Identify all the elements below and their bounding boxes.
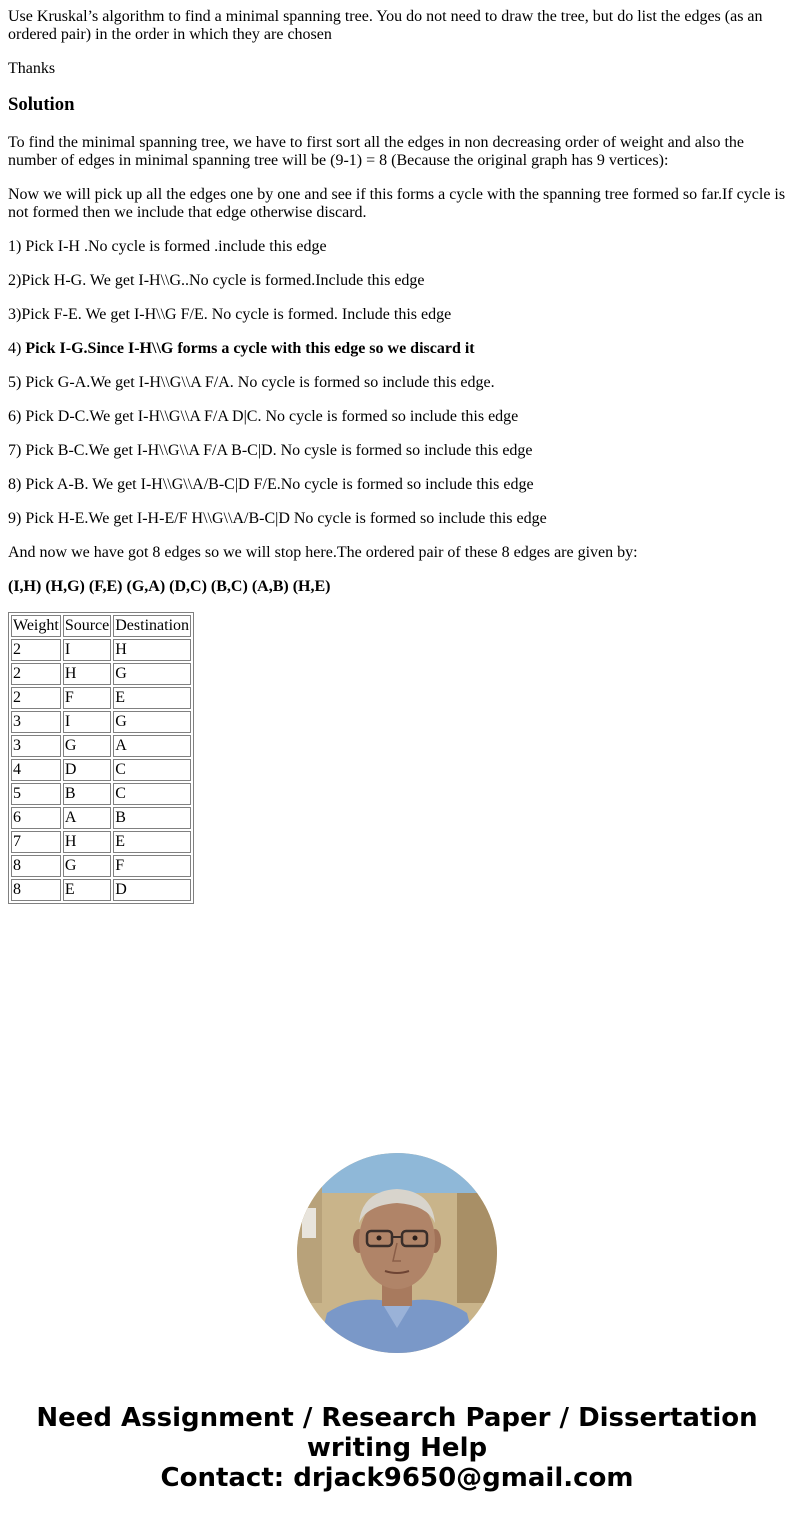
cell-source: G xyxy=(63,855,111,877)
question-thanks: Thanks xyxy=(8,60,56,77)
cell-destination: C xyxy=(113,783,191,805)
cell-destination: H xyxy=(113,639,191,661)
cell-weight: 2 xyxy=(11,687,61,709)
table-row xyxy=(11,855,191,877)
step-3: 3)Pick F-E. We get I-H\\G F/E. No cycle is formed. Include this edge xyxy=(8,306,452,323)
footer-line-1: Need Assignment / Research Paper / Dissertation xyxy=(36,1403,758,1433)
author-portrait xyxy=(297,1153,497,1353)
cell-weight: 4 xyxy=(11,759,61,781)
cell-source: D xyxy=(63,759,111,781)
cell-source: B xyxy=(63,783,111,805)
solution-conclusion: And now we have got 8 edges so we will stop here.The ordered pair of these 8 edges are given by: xyxy=(8,544,638,561)
cell-destination: E xyxy=(113,687,191,709)
step-7: 7) Pick B-C.We get I-H\\G\\A F/A B-C|D. No cysle is formed so include this edge xyxy=(8,442,533,459)
header-source: Source xyxy=(63,615,111,637)
cell-destination: A xyxy=(113,735,191,757)
table-header-row xyxy=(11,615,191,637)
solution-answer xyxy=(8,578,786,596)
cell-weight: 2 xyxy=(11,663,61,685)
cell-weight: 8 xyxy=(11,879,61,901)
author-avatar xyxy=(297,1153,497,1353)
table-row xyxy=(11,759,191,781)
table-row xyxy=(11,783,191,805)
step-4 xyxy=(8,340,786,358)
step-4-number: 4) xyxy=(8,340,26,357)
question-prompt: Use Kruskal’s algorithm to find a minimal spanning tree. You do not need to draw the tree, but do list the edges (as an ordered pair) in the order in which they are chosen xyxy=(8,8,763,43)
cell-destination: E xyxy=(113,831,191,853)
cell-weight: 3 xyxy=(11,711,61,733)
cell-source: E xyxy=(63,879,111,901)
answer-edges: (I,H) (H,G) (F,E) (G,A) (D,C) (B,C) (A,B) (H,E) xyxy=(8,578,331,595)
cell-destination: F xyxy=(113,855,191,877)
cell-destination: C xyxy=(113,759,191,781)
cell-source: A xyxy=(63,807,111,829)
document-body xyxy=(8,8,786,904)
cell-destination: D xyxy=(113,879,191,901)
step-4-bold-text: Pick I-G.Since I-H\\G forms a cycle with this edge so we discard it xyxy=(25,340,475,357)
step-8: 8) Pick A-B. We get I-H\\G\\A/B-C|D F/E.No cycle is formed so include this edge xyxy=(8,476,534,493)
footer-line-2: writing Help xyxy=(306,1433,488,1463)
cell-weight: 2 xyxy=(11,639,61,661)
solution-method: Now we will pick up all the edges one by one and see if this forms a cycle with the spanning tree formed so far.If cycle is not formed then we include that edge otherwise discard. xyxy=(8,186,786,221)
table-row xyxy=(11,807,191,829)
cell-weight: 6 xyxy=(11,807,61,829)
cell-source: H xyxy=(63,663,111,685)
table-row xyxy=(11,831,191,853)
cell-source: G xyxy=(63,735,111,757)
step-1: 1) Pick I-H .No cycle is formed .include this edge xyxy=(8,238,327,255)
header-destination: Destination xyxy=(113,615,191,637)
cell-weight: 3 xyxy=(11,735,61,757)
cell-weight: 5 xyxy=(11,783,61,805)
cell-source: F xyxy=(63,687,111,709)
cell-weight: 7 xyxy=(11,831,61,853)
header-weight: Weight xyxy=(11,615,61,637)
edge-weight-table xyxy=(8,612,194,904)
solution-heading: Solution xyxy=(8,94,75,115)
step-9: 9) Pick H-E.We get I-H-E/F H\\G\\A/B-C|D No cycle is formed so include this edge xyxy=(8,510,547,527)
step-2: 2)Pick H-G. We get I-H\\G..No cycle is formed.Include this edge xyxy=(8,272,425,289)
table-row xyxy=(11,879,191,901)
cell-weight: 8 xyxy=(11,855,61,877)
cell-source: H xyxy=(63,831,111,853)
table-row xyxy=(11,663,191,685)
cell-source: I xyxy=(63,639,111,661)
cell-destination: G xyxy=(113,663,191,685)
solution-intro: To find the minimal spanning tree, we have to first sort all the edges in non decreasing order of weight and also the number of edges in minimal spanning tree will be (9-1) = 8 (Because the original graph has 9 vertices): xyxy=(8,134,745,169)
cell-destination: B xyxy=(113,807,191,829)
cell-destination: G xyxy=(113,711,191,733)
cell-source: I xyxy=(63,711,111,733)
table-row xyxy=(11,639,191,661)
step-5: 5) Pick G-A.We get I-H\\G\\A F/A. No cycle is formed so include this edge. xyxy=(8,374,495,391)
footer-contact: Contact: drjack9650@gmail.com xyxy=(160,1463,634,1493)
table-row xyxy=(11,735,191,757)
table-row xyxy=(11,711,191,733)
footer-banner xyxy=(0,1403,794,1493)
step-6: 6) Pick D-C.We get I-H\\G\\A F/A D|C. No cycle is formed so include this edge xyxy=(8,408,519,425)
table-row xyxy=(11,687,191,709)
